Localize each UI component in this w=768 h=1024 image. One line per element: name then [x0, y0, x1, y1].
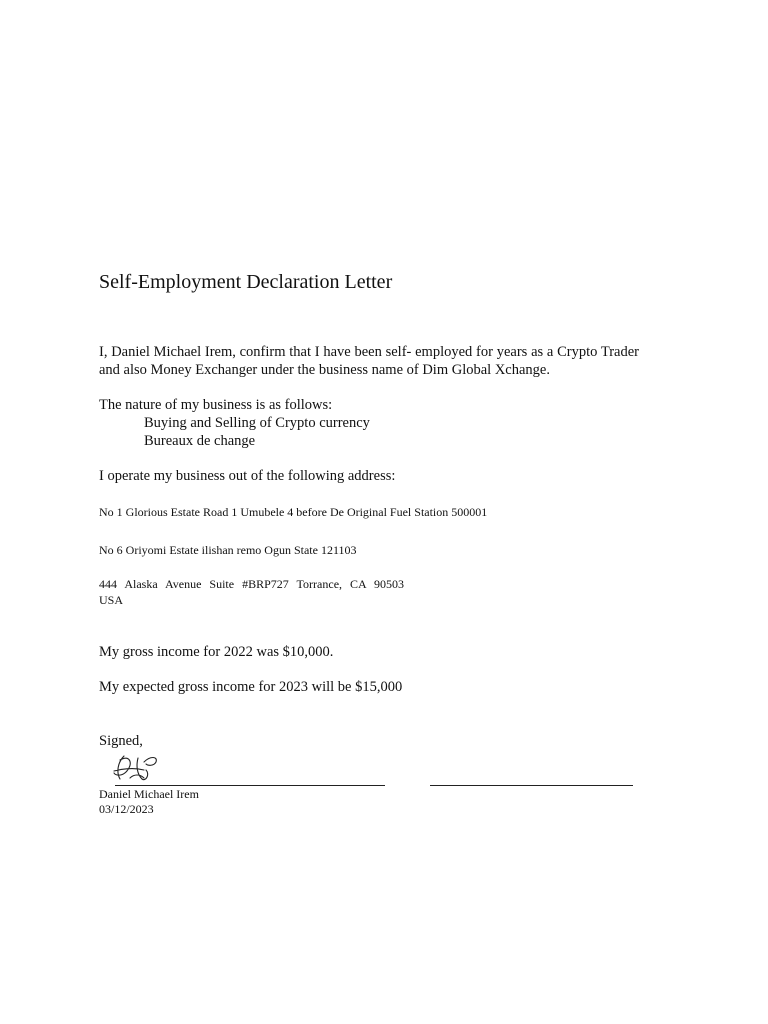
- income-2023: My expected gross income for 2023 will be $15,000: [99, 679, 403, 695]
- address-line: 444 Alaska Avenue Suite #BRP727 Torrance, CA 90503: [99, 577, 405, 591]
- nature-heading: The nature of my business is as follows:: [99, 397, 333, 413]
- signature-date: 03/12/2023: [99, 802, 154, 816]
- address-line: No 1 Glorious Estate Road 1 Umubele 4 before De Original Fuel Station 500001: [99, 505, 488, 519]
- date-line: [430, 785, 633, 786]
- nature-item: Bureaux de change: [144, 433, 256, 449]
- address-country: USA: [99, 593, 124, 607]
- income-2022: My gross income for 2022 was $10,000.: [99, 644, 334, 660]
- nature-item: Buying and Selling of Crypto currency: [144, 415, 370, 431]
- address-line: No 6 Oriyomi Estate ilishan remo Ogun State 121103: [99, 543, 357, 557]
- signature-image: [110, 752, 165, 784]
- signer-name: Daniel Michael Irem: [99, 787, 199, 801]
- intro-paragraph: I, Daniel Michael Irem, confirm that I have been self- employed for years as a Crypto Trader and also Money Exchanger under the business name of Dim Global Xchange.: [99, 344, 639, 378]
- address-heading: I operate my business out of the following address:: [99, 468, 396, 484]
- signed-label: Signed,: [99, 733, 143, 749]
- letter-title: Self-Employment Declaration Letter: [99, 271, 393, 293]
